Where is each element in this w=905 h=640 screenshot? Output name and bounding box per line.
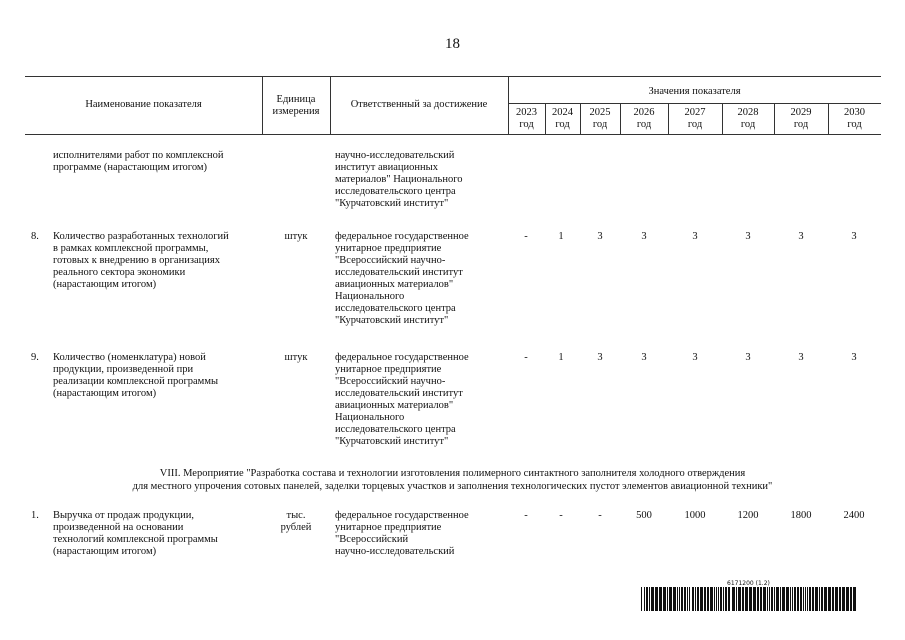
value-cell: 500: [636, 510, 652, 521]
row-number: 1.: [31, 510, 39, 521]
value-cell: 3: [798, 352, 804, 363]
header-year: 2027 год: [684, 107, 706, 130]
header-unit: Единица измерения: [272, 94, 320, 117]
header-year: 2028 год: [737, 107, 759, 130]
header-year: 2030 год: [844, 107, 865, 130]
value-cell: 1800: [790, 510, 812, 521]
row-number: 9.: [31, 352, 39, 363]
table-top-rule: [25, 76, 881, 77]
header-year: 2024 год: [552, 107, 573, 130]
barcode-label: 6171200 (1.2): [727, 580, 770, 587]
value-cell: -: [559, 510, 563, 521]
row-unit: штук: [284, 231, 308, 242]
row-unit: штук: [284, 352, 308, 363]
value-cell: 3: [692, 231, 698, 242]
row-responsible: федеральное государственное унитарное предприятие "Всероссийский научно-исследовательский: [335, 510, 469, 557]
row-name: Количество разработанных технологий в рамках комплексной программы, готовых к внедрению в организациях реального сектора экономики (нарастающим итогом): [53, 231, 229, 290]
header-name: Наименование показателя: [85, 99, 202, 110]
header-year: 2025 год: [589, 107, 611, 130]
row-number: 8.: [31, 231, 39, 242]
row-name: Количество (номенклатура) новой продукции, произведенной при реализации комплексной программы (нарастающим итогом): [53, 352, 219, 399]
header-year: 2026 год: [633, 107, 655, 130]
value-cell: 3: [851, 352, 857, 363]
row-name: исполнителями работ по комплексной программе (нарастающим итогом): [53, 150, 224, 173]
header-year: 2029 год: [790, 107, 812, 130]
row-responsible: федеральное государственное унитарное предприятие "Всероссийский научно- исследовательский институт авиационных материалов" Национального исследовательского центра "Курчатовский институт": [335, 231, 469, 326]
header-year: 2023 год: [516, 107, 537, 130]
header-values: Значения показателя: [648, 86, 741, 97]
value-cell: 3: [597, 231, 603, 242]
value-cell: -: [524, 510, 528, 521]
value-cell: 1200: [737, 510, 759, 521]
value-cell: 3: [641, 231, 647, 242]
value-cell: -: [524, 352, 528, 363]
value-cell: 1: [558, 231, 564, 242]
year-row-rule: [508, 103, 881, 104]
value-cell: -: [524, 231, 528, 242]
row-responsible: научно-исследовательский институт авиационных материалов" Национального исследовательского центра "Курчатовский институт": [335, 150, 463, 209]
page-number: 18: [445, 36, 460, 52]
value-cell: -: [598, 510, 602, 521]
value-cell: 3: [692, 352, 698, 363]
header-responsible: Ответственный за достижение: [350, 99, 488, 110]
header-bottom-rule: [25, 134, 881, 135]
value-cell: 3: [641, 352, 647, 363]
row-responsible: федеральное государственное унитарное предприятие "Всероссийский научно- исследовательский институт авиационных материалов" Национального исследовательского центра "Курчатовский институт": [335, 352, 469, 447]
row-name: Выручка от продаж продукции, произведенной на основании технологий комплексной программы (нарастающим итогом): [53, 510, 218, 557]
value-cell: 1: [558, 352, 564, 363]
value-cell: 3: [798, 231, 804, 242]
value-cell: 3: [597, 352, 603, 363]
value-cell: 2400: [843, 510, 865, 521]
row-unit: тыс. рублей: [280, 510, 312, 533]
barcode-icon: [641, 587, 859, 611]
value-cell: 1000: [684, 510, 706, 521]
value-cell: 3: [745, 231, 751, 242]
section-title: VIII. Мероприятие "Разработка состава и технологии изготовления полимерного синтактного заполнителя холодного отверждения для местного упрочения сотовых панелей, заделки торцевых участков и заполнения технологических пустот элементов авиационной техники": [132, 468, 773, 492]
value-cell: 3: [745, 352, 751, 363]
value-cell: 3: [851, 231, 857, 242]
